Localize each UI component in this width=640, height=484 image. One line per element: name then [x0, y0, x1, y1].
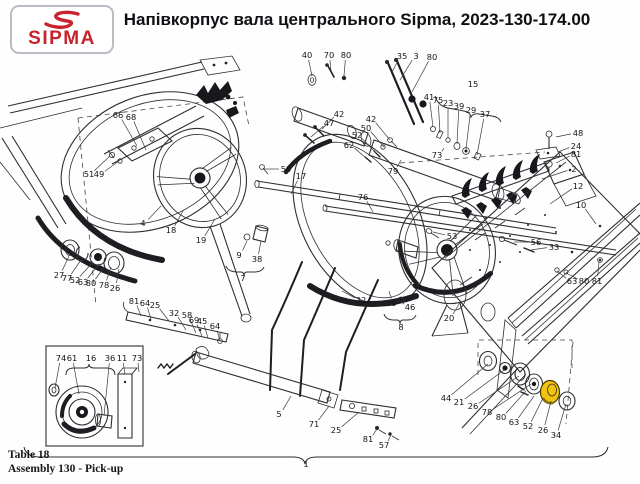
svg-text:63: 63: [566, 276, 578, 286]
svg-text:8: 8: [398, 322, 404, 332]
svg-text:61: 61: [66, 353, 78, 363]
svg-text:34: 34: [550, 430, 562, 440]
svg-text:80: 80: [340, 50, 352, 60]
svg-text:64: 64: [139, 298, 151, 308]
svg-text:15: 15: [467, 79, 479, 89]
long-tubes: [255, 180, 616, 255]
svg-text:11: 11: [116, 353, 128, 363]
svg-text:45: 45: [196, 316, 208, 326]
spoke-wheel-right: [387, 185, 508, 314]
washer-stack-right: [480, 352, 576, 411]
svg-text:9: 9: [391, 298, 397, 308]
svg-text:23: 23: [442, 98, 454, 108]
svg-text:25: 25: [330, 425, 342, 435]
svg-text:70: 70: [323, 50, 335, 60]
svg-text:58: 58: [181, 310, 193, 320]
svg-text:4: 4: [140, 218, 146, 228]
svg-text:81: 81: [128, 296, 140, 306]
svg-text:49: 49: [93, 169, 105, 179]
svg-text:56: 56: [530, 237, 542, 247]
frame-bars: [0, 56, 240, 228]
table-number: Table 18: [8, 449, 50, 461]
sipma-wordmark: SIPMA: [28, 28, 96, 49]
svg-text:69: 69: [188, 315, 200, 325]
svg-text:77: 77: [61, 273, 73, 283]
svg-text:19: 19: [195, 235, 207, 245]
svg-text:24: 24: [570, 141, 582, 151]
svg-text:29: 29: [465, 105, 477, 115]
svg-text:68: 68: [125, 112, 137, 122]
svg-text:78: 78: [481, 407, 493, 417]
svg-text:16: 16: [85, 353, 97, 363]
svg-text:57: 57: [378, 440, 390, 450]
svg-text:42: 42: [333, 109, 345, 119]
svg-text:26: 26: [467, 401, 479, 411]
svg-text:81: 81: [591, 276, 603, 286]
svg-text:73: 73: [131, 353, 143, 363]
svg-text:46: 46: [404, 302, 416, 312]
svg-text:80: 80: [85, 278, 97, 288]
drive-arm: [104, 81, 239, 164]
svg-text:52: 52: [522, 421, 534, 431]
lower-bars: [124, 302, 339, 408]
svg-text:18: 18: [165, 225, 177, 235]
svg-text:17: 17: [295, 171, 307, 181]
svg-text:7: 7: [240, 273, 246, 283]
svg-text:21: 21: [453, 397, 465, 407]
svg-text:41: 41: [423, 92, 435, 102]
svg-text:35: 35: [396, 51, 408, 61]
svg-text:66: 66: [112, 110, 124, 120]
svg-text:22: 22: [355, 295, 367, 305]
svg-text:51: 51: [83, 169, 95, 179]
svg-text:47: 47: [323, 118, 335, 128]
spoke-wheel-left: [140, 115, 261, 240]
page-title: Напівкорпус вала центрального Sipma, 2023-130-174.00: [123, 10, 591, 29]
svg-text:38: 38: [251, 254, 263, 264]
svg-text:48: 48: [572, 128, 584, 138]
svg-text:81: 81: [362, 434, 374, 444]
svg-text:20: 20: [443, 313, 455, 323]
svg-text:39: 39: [453, 101, 465, 111]
svg-text:52: 52: [351, 130, 363, 140]
grouping-braces: [24, 96, 608, 464]
svg-text:25: 25: [149, 300, 161, 310]
svg-text:81: 81: [570, 149, 582, 159]
svg-text:80: 80: [495, 412, 507, 422]
svg-text:80: 80: [426, 52, 438, 62]
svg-text:63: 63: [77, 277, 89, 287]
svg-text:2: 2: [571, 164, 577, 174]
sipma-s-icon: [12, 9, 108, 29]
small-cylinder: [244, 224, 268, 242]
svg-text:40: 40: [301, 50, 313, 60]
svg-text:9: 9: [236, 250, 242, 260]
svg-text:42: 42: [365, 114, 377, 124]
svg-text:75: 75: [432, 95, 444, 105]
table-caption: [8, 448, 123, 477]
svg-text:74: 74: [55, 353, 67, 363]
channel-bars: [497, 203, 640, 398]
svg-text:36: 36: [104, 353, 116, 363]
svg-text:50: 50: [360, 123, 372, 133]
svg-text:27: 27: [53, 270, 65, 280]
svg-text:80: 80: [578, 276, 590, 286]
guide-rods: [270, 262, 378, 396]
svg-text:33: 33: [548, 242, 560, 252]
svg-text:64: 64: [209, 321, 221, 331]
svg-text:76: 76: [357, 192, 369, 202]
svg-text:32: 32: [168, 308, 180, 318]
svg-text:10: 10: [575, 200, 587, 210]
svg-text:26: 26: [537, 425, 549, 435]
svg-text:73: 73: [431, 150, 443, 160]
svg-text:37: 37: [479, 109, 491, 119]
svg-text:1: 1: [303, 459, 309, 469]
svg-text:63: 63: [508, 417, 520, 427]
svg-text:62: 62: [343, 140, 355, 150]
svg-text:59: 59: [280, 164, 292, 174]
svg-text:12: 12: [572, 181, 584, 191]
svg-text:44: 44: [440, 393, 452, 403]
svg-text:71: 71: [308, 419, 320, 429]
svg-text:78: 78: [98, 280, 110, 290]
svg-text:53: 53: [446, 231, 458, 241]
svg-text:26: 26: [109, 283, 121, 293]
svg-text:3: 3: [413, 51, 419, 61]
assembly-name: Assembly 130 - Pick-up: [8, 463, 124, 476]
svg-text:5: 5: [276, 409, 282, 419]
svg-text:79: 79: [387, 166, 399, 176]
svg-text:52: 52: [69, 275, 81, 285]
sipma-logo: [10, 5, 114, 54]
